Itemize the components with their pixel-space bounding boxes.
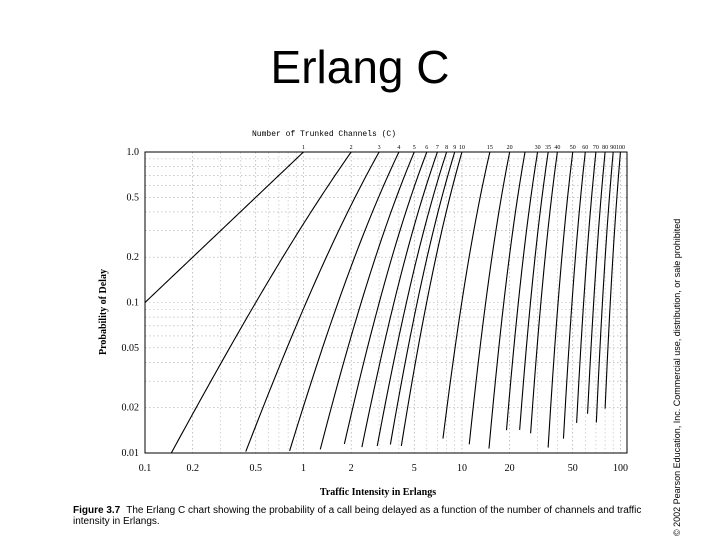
x-tick-label: 50 <box>567 463 578 474</box>
curve-c-80 <box>588 152 606 414</box>
channel-label: 6 <box>425 145 429 151</box>
channel-label: 15 <box>486 145 493 151</box>
channel-label: 70 <box>592 145 599 151</box>
channel-label: 30 <box>534 145 541 151</box>
channel-label: 7 <box>435 145 439 151</box>
curve-c-1 <box>145 152 303 303</box>
channel-label: 5 <box>412 145 416 151</box>
channel-label: 8 <box>445 145 449 151</box>
curve-c-5 <box>320 152 414 449</box>
x-tick-labels <box>139 463 628 474</box>
curve-c-10 <box>401 152 462 446</box>
curve-c-70 <box>577 152 596 423</box>
y-tick-label: 0.5 <box>126 192 139 204</box>
channel-label: 50 <box>569 145 576 151</box>
y-tick-labels <box>122 147 140 459</box>
caption-label: Figure 3.7 <box>73 505 121 516</box>
y-axis-label: Probability of Delay <box>98 269 109 355</box>
channel-label: 4 <box>397 145 401 151</box>
channel-label: 1 <box>301 145 305 151</box>
caption-text: The Erlang C chart showing the probability of a call being delayed as a function of the number of channels and traffic intensity in Erlangs. <box>73 505 642 527</box>
x-tick-label: 1 <box>300 463 306 474</box>
curve-c-30 <box>507 152 538 430</box>
x-tick-label: 5 <box>411 463 417 474</box>
y-tick-label: 1.0 <box>126 147 139 158</box>
curve-c-25 <box>489 152 525 449</box>
channel-label: 10 <box>458 145 465 151</box>
chart-grid <box>145 152 627 453</box>
x-tick-label: 20 <box>504 463 515 474</box>
y-tick-label: 0.05 <box>121 342 139 354</box>
curve-c-4 <box>290 152 399 451</box>
channel-labels <box>302 145 625 151</box>
figure-caption <box>73 505 673 527</box>
curve-c-7 <box>362 152 438 447</box>
channel-label: 20 <box>506 145 513 151</box>
slide-title: Erlang C <box>270 41 450 93</box>
channel-label: 80 <box>602 145 609 151</box>
x-tick-label: 0.1 <box>138 463 152 474</box>
curve-c-100 <box>605 152 620 409</box>
channel-label: 60 <box>582 145 589 151</box>
top-axis-label: Number of Trunked Channels (C) <box>252 130 397 139</box>
x-tick-label: 0.2 <box>186 463 199 474</box>
curve-c-40 <box>531 152 558 433</box>
x-tick-label: 100 <box>612 463 628 474</box>
channel-label: 2 <box>349 145 353 151</box>
curve-c-8 <box>377 152 446 446</box>
curve-c-3 <box>246 152 379 452</box>
y-tick-label: 0.02 <box>121 402 139 414</box>
copyright-notice: © 2002 Pearson Education, Inc. Commercial use, distribution, or sale prohibited <box>672 218 682 536</box>
y-tick-label: 0.01 <box>121 448 139 459</box>
channel-label: 9 <box>453 145 457 151</box>
x-tick-label: 10 <box>456 463 467 474</box>
channel-label: 35 <box>545 145 552 151</box>
curve-c-60 <box>563 152 585 439</box>
channel-label: 3 <box>377 145 381 151</box>
x-tick-label: 2 <box>348 463 354 474</box>
y-tick-label: 0.1 <box>126 297 139 309</box>
x-axis-label: Traffic Intensity in Erlangs <box>319 487 437 498</box>
curve-c-20 <box>469 152 509 444</box>
channel-label: 100 <box>615 145 625 151</box>
channel-label: 40 <box>554 145 561 151</box>
y-tick-label: 0.2 <box>126 252 139 264</box>
x-tick-label: 0.5 <box>249 463 263 474</box>
channel-label: 90 <box>610 145 617 151</box>
